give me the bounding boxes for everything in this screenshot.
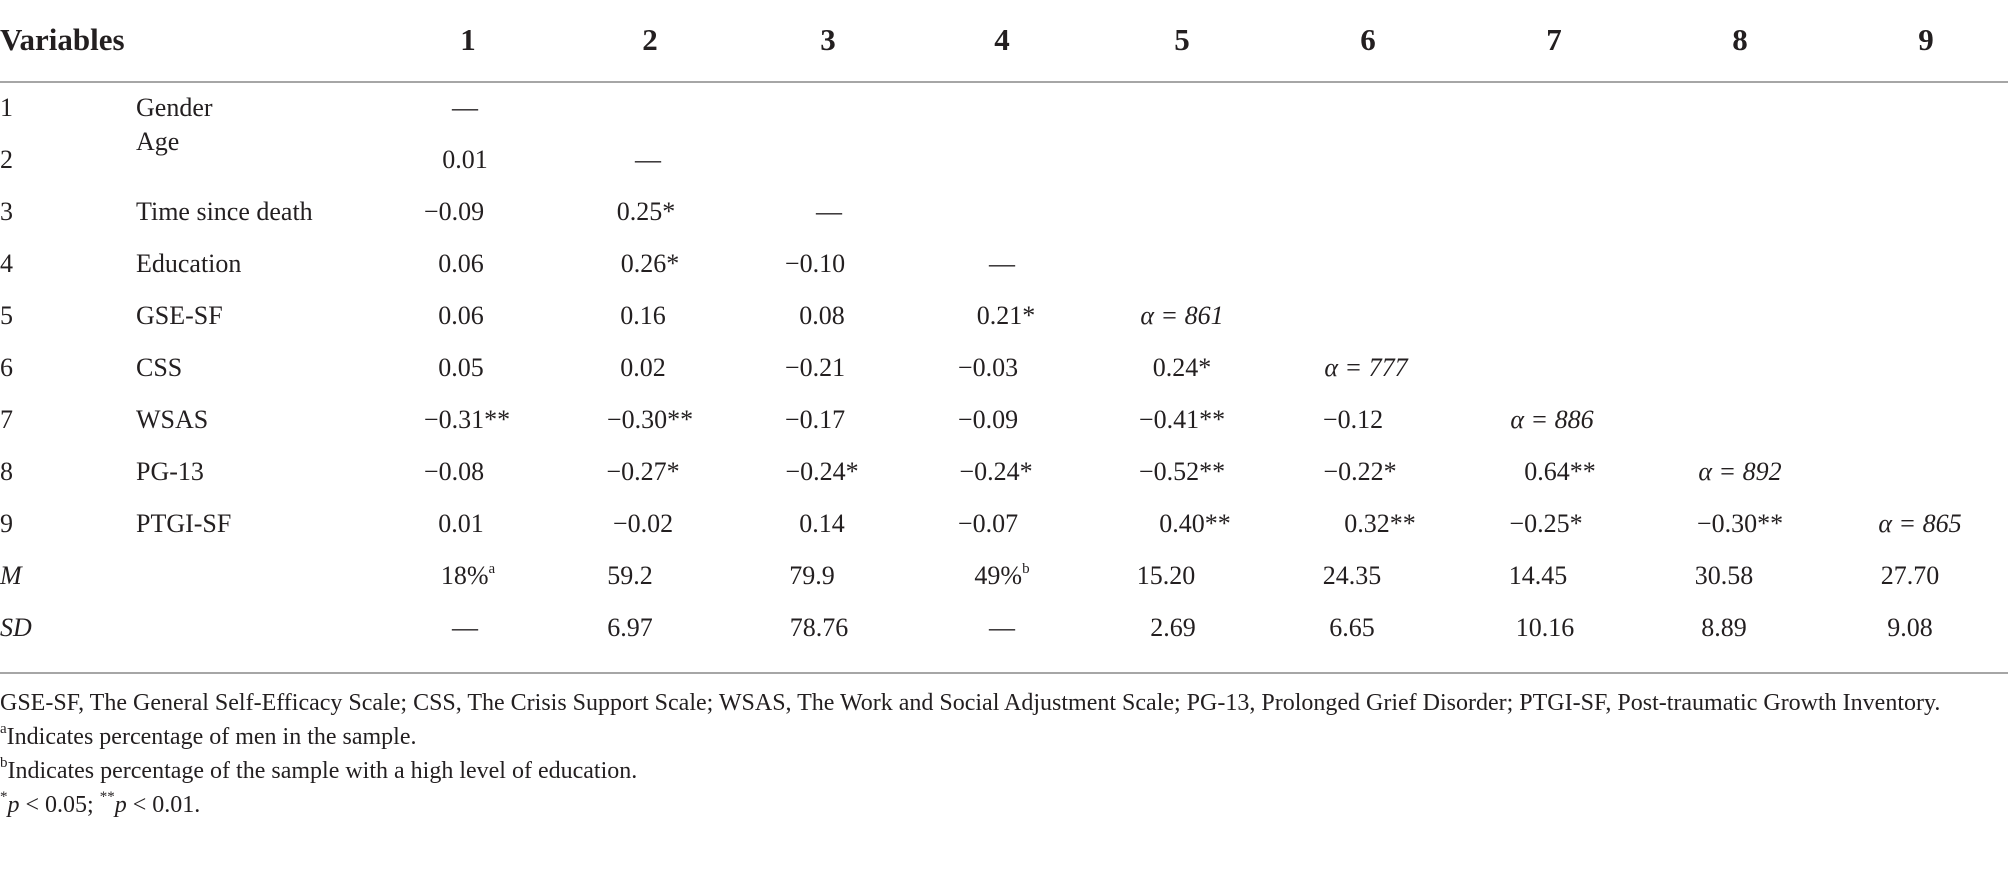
row-number: 1 [0,93,13,122]
cell-value: 0.08 [799,301,845,330]
sig-star-2: ** [99,789,115,805]
row-number: 9 [0,509,13,538]
cell-value: — [816,197,842,226]
cell-value: −0.30** [1696,509,1784,538]
row-variable-name: PG-13 [136,457,204,486]
cell-alpha: α = 892 [1698,457,1782,486]
cell-alpha: α = 865 [1878,509,1962,538]
cell-value [974,550,1029,602]
cell-value: −0.17 [784,405,846,434]
footnote-marker-b: b [0,755,8,771]
table-row-mean [0,550,2008,602]
header-col-5: 5 [1174,22,1190,57]
row-variable-name: WSAS [136,405,209,434]
sig-p-2: p [114,792,127,818]
header-col-2: 2 [642,22,658,57]
cell-mean-value: 49% [974,561,1023,590]
cell-value: 0.16 [620,301,666,330]
row-label-m: M [0,561,22,590]
footnote-marker-b: b [1022,561,1030,577]
sig-threshold-1: < 0.05; [19,792,100,818]
header-variables: Variables [0,22,125,57]
cell-value: −0.24* [959,457,1033,486]
cell-value: 0.14 [799,509,845,538]
table-row [0,342,2008,394]
cell-value: 8.89 [1701,613,1747,642]
cell-value: 24.35 [1322,561,1382,590]
row-label-sd: SD [0,613,32,642]
cell-mean-value: 18% [440,561,489,590]
table-row [0,186,2008,238]
cell-value: 59.2 [607,561,653,590]
cell-value: −0.07 [957,509,1019,538]
cell-value: 9.08 [1887,613,1933,642]
cell-value: — [452,93,478,122]
cell-value: −0.27* [606,457,680,486]
row-variable-name: GSE-SF [136,301,223,330]
row-number: 4 [0,249,13,278]
cell-value: 0.25* [616,197,676,226]
row-variable-name: CSS [136,353,183,382]
cell-value: 0.05 [438,353,484,382]
cell-value: −0.31** [423,405,511,434]
cell-value: 0.06 [438,249,484,278]
row-variable-name: Age [136,127,180,156]
header-col-8: 8 [1732,22,1748,57]
cell-value: 0.32** [1344,509,1416,538]
header-col-9: 9 [1918,22,1934,57]
cell-value: — [635,145,661,174]
cell-value: 0.21* [976,301,1036,330]
cell-value: 27.70 [1880,561,1940,590]
cell-value: 0.01 [438,509,484,538]
cell-value: −0.02 [612,509,674,538]
row-number: 6 [0,353,13,382]
row-variable-name: PTGI-SF [136,509,232,538]
cell-value: −0.22* [1323,457,1397,486]
sig-p-1: p [7,792,20,818]
cell-value: 0.02 [620,353,666,382]
cell-value: 0.06 [438,301,484,330]
table-row [0,238,2008,290]
header-col-7: 7 [1546,22,1562,57]
sig-threshold-2: < 0.01. [126,792,201,818]
cell-alpha: α = 777 [1324,353,1408,382]
cell-value: −0.09 [957,405,1019,434]
table-row [0,498,2008,550]
sig-star-1: * [0,789,8,805]
cell-value: 6.65 [1329,613,1375,642]
cell-value: −0.41** [1138,405,1226,434]
note-b [0,754,2008,788]
row-number: 8 [0,457,13,486]
table-row [0,446,2008,498]
header-col-3: 3 [820,22,836,57]
cell-value: 0.26* [620,249,680,278]
table-header [0,0,2008,82]
cell-value: 78.76 [789,613,849,642]
cell-value: −0.21 [784,353,846,382]
row-variable-name: Time since death [136,197,313,226]
footnote-marker-a: a [488,561,496,577]
note-b-text: Indicates percentage of the sample with a high level of education. [7,758,638,784]
cell-value: 0.01 [442,145,488,174]
cell-value: −0.10 [784,249,846,278]
cell-value [441,550,495,602]
cell-value: 30.58 [1694,561,1754,590]
row-number: 2 [0,145,13,174]
header-col-4: 4 [994,22,1010,57]
cell-value: −0.12 [1322,405,1384,434]
table-row [0,127,2008,186]
cell-value: 6.97 [607,613,653,642]
cell-value: 0.24* [1152,353,1212,382]
header-col-1: 1 [460,22,476,57]
cell-value: 0.40** [1159,509,1231,538]
table-row [0,394,2008,446]
note-a-text: Indicates percentage of men in the sample. [6,724,417,750]
row-number: 5 [0,301,13,330]
cell-value: 15.20 [1136,561,1196,590]
cell-value: — [989,249,1015,278]
cell-value: −0.24* [785,457,859,486]
cell-value: −0.09 [423,197,485,226]
table-row [0,290,2008,342]
row-variable-name: Education [136,249,242,278]
cell-value: 2.69 [1150,613,1196,642]
note-abbreviations: GSE-SF, The General Self-Efficacy Scale; CSS, The Crisis Support Scale; WSAS, The Work and Social Adjustment Scale; PG-13, Prolonged Grief Disorder; PTGI-SF, Post-traumatic Growth Inventory. [0,690,1941,716]
cell-value: 79.9 [789,561,835,590]
table-bottom-rule [0,672,2008,674]
row-number: 3 [0,197,13,226]
cell-value: 14.45 [1508,561,1568,590]
table-row-sd [0,602,2008,654]
cell-alpha: α = 861 [1140,301,1224,330]
cell-value: −0.03 [957,353,1019,382]
header-col-6: 6 [1360,22,1376,57]
row-variable-name: Gender [136,93,213,122]
cell-alpha: α = 886 [1510,405,1594,434]
cell-value: −0.30** [606,405,694,434]
row-number: 7 [0,405,13,434]
cell-value: −0.25* [1509,509,1583,538]
cell-value: — [452,613,478,642]
note-a [0,720,2008,754]
cell-value: 10.16 [1515,613,1575,642]
footnote-marker-a: a [0,721,7,737]
table-row [0,82,2008,134]
table-footnotes [0,686,2008,822]
cell-value: 0.64** [1524,457,1596,486]
cell-value: — [989,613,1015,642]
cell-value: −0.08 [423,457,485,486]
cell-value: −0.52** [1138,457,1226,486]
note-significance [0,788,2008,822]
